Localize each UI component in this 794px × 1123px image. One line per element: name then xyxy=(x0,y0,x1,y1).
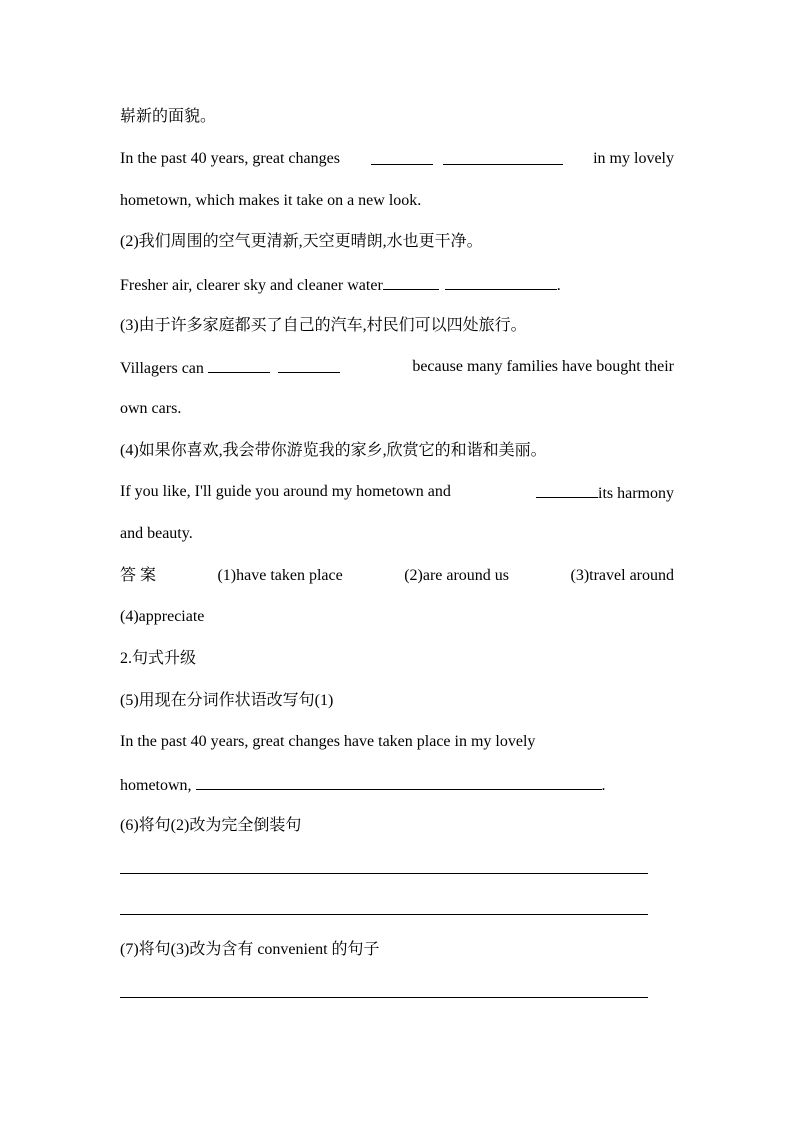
answer-label: 答 案 xyxy=(120,567,157,584)
exercise-2-chinese: (2)我们周围的空气更清新,天空更晴朗,水也更干净。 xyxy=(120,233,483,250)
exercise-1-sentence xyxy=(120,147,674,171)
answer-blank[interactable] xyxy=(278,355,340,373)
answer-blank[interactable] xyxy=(445,272,557,290)
answer-blank[interactable] xyxy=(383,272,439,290)
blank-group xyxy=(371,147,563,171)
text-segment: in my lovely xyxy=(593,150,674,167)
answer-line[interactable] xyxy=(120,873,648,874)
answer-item: (3)travel around xyxy=(570,567,674,584)
exercise-3-sentence xyxy=(120,355,674,379)
answer-blank[interactable] xyxy=(196,772,602,790)
text-segment: Fresher air, clearer sky and cleaner water xyxy=(120,277,383,294)
exercise-6-prompt: (6)将句(2)改为完全倒装句 xyxy=(120,817,302,834)
text-segment: Villagers can xyxy=(120,360,204,377)
answer-blank[interactable] xyxy=(443,147,563,165)
exercise-3-chinese: (3)由于许多家庭都买了自己的汽车,村民们可以四处旅行。 xyxy=(120,317,527,334)
text-segment: its harmony xyxy=(598,485,674,502)
answer-line[interactable] xyxy=(120,997,648,998)
text-line: own cars. xyxy=(120,400,182,417)
exercise-4-sentence xyxy=(120,480,674,504)
text-segment: . xyxy=(601,777,606,794)
answer-item: (2)are around us xyxy=(404,567,510,584)
answer-blank[interactable] xyxy=(371,147,433,165)
section-heading: 2.句式升级 xyxy=(120,650,197,667)
exercise-2-sentence xyxy=(120,272,674,296)
answer-item: (4)appreciate xyxy=(120,608,205,625)
text-segment: In the past 40 years, great changes have taken place in my lovely xyxy=(120,733,536,750)
text-line: 崭新的面貌。 xyxy=(120,108,217,125)
answer-key xyxy=(120,564,674,588)
exercise-7-prompt: (7)将句(3)改为含有 convenient 的句子 xyxy=(120,941,380,958)
exercise-4-chinese: (4)如果你喜欢,我会带你游览我的家乡,欣赏它的和谐和美丽。 xyxy=(120,442,547,459)
text-segment: If you like, I'll guide you around my hometown and xyxy=(120,483,451,500)
answer-blank[interactable] xyxy=(536,480,598,498)
answer-item: (1)have taken place xyxy=(217,567,343,584)
text-segment: because many families have bought their xyxy=(412,358,674,375)
text-segment: hometown, xyxy=(120,777,192,794)
text-segment: . xyxy=(556,277,561,294)
text-segment: In the past 40 years, great changes xyxy=(120,150,340,167)
exercise-5-continuation xyxy=(120,772,674,796)
answer-blank[interactable] xyxy=(208,355,270,373)
answer-line[interactable] xyxy=(120,914,648,915)
blank-group xyxy=(536,480,674,504)
exercise-5-sentence xyxy=(120,730,674,754)
text-line: and beauty. xyxy=(120,525,193,542)
text-line: hometown, which makes it take on a new look. xyxy=(120,192,422,209)
exercise-5-prompt: (5)用现在分词作状语改写句(1) xyxy=(120,692,334,709)
blank-group xyxy=(120,355,340,379)
